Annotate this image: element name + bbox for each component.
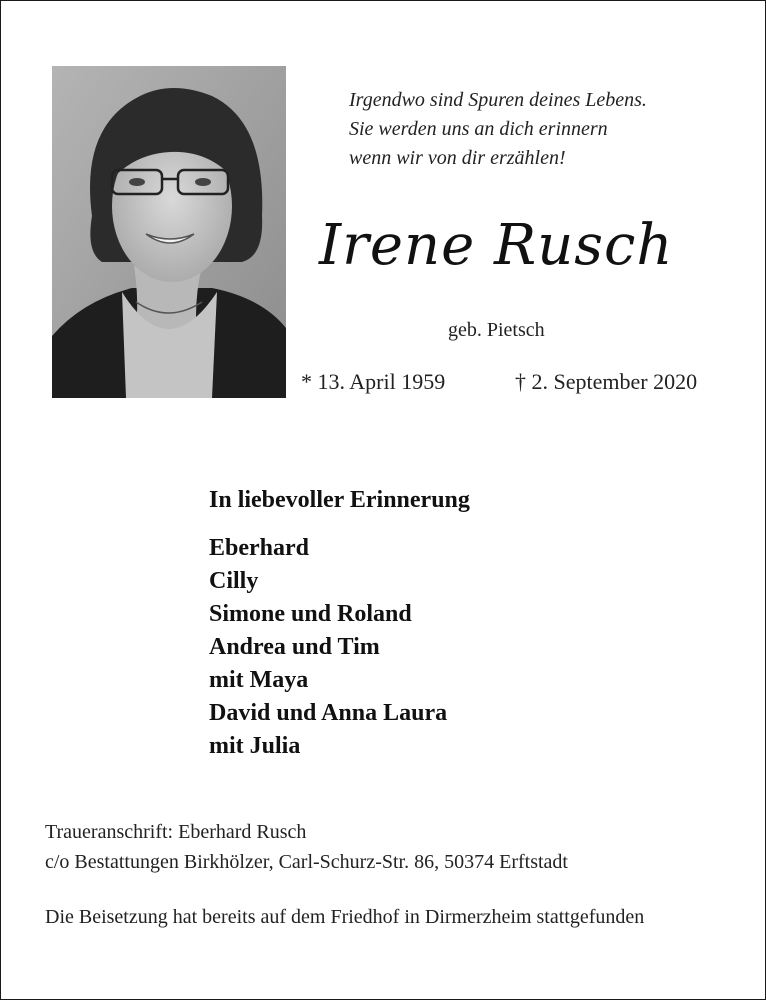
deceased-name: Irene Rusch: [319, 213, 674, 278]
maiden-name: geb. Pietsch: [448, 319, 545, 341]
quote-line: Sie werden uns an dich erinnern: [349, 118, 608, 140]
mourner-name: Andrea und Tim: [209, 634, 380, 660]
mourner-name: David und Anna Laura: [209, 700, 448, 726]
mourner-name: Cilly: [209, 568, 259, 594]
mourner-name: mit Julia: [209, 733, 301, 759]
quote-line: Irgendwo sind Spuren deines Lebens.: [349, 89, 647, 111]
birth-date: * 13. April 1959: [301, 369, 446, 394]
mourners-list: [209, 532, 447, 763]
memorial-quote: [349, 86, 749, 173]
burial-note: Die Beisetzung hat bereits auf dem Friedhof in Dirmerzheim stattgefunden: [45, 906, 645, 928]
portrait-image: [52, 66, 286, 398]
mourner-name: Simone und Roland: [209, 601, 412, 627]
quote-line: wenn wir von dir erzählen!: [349, 147, 566, 169]
address-line: c/o Bestattungen Birkhölzer, Carl-Schurz-Str. 86, 50374 Erftstadt: [45, 851, 568, 873]
mourner-name: Eberhard: [209, 535, 310, 561]
memorial-heading: In liebevoller Erinnerung: [209, 487, 470, 513]
mourner-name: mit Maya: [209, 667, 309, 693]
death-date: † 2. September 2020: [515, 369, 698, 394]
mourning-address: [45, 817, 745, 877]
portrait-photo: [52, 66, 286, 398]
address-line: Traueranschrift: Eberhard Rusch: [45, 821, 307, 843]
